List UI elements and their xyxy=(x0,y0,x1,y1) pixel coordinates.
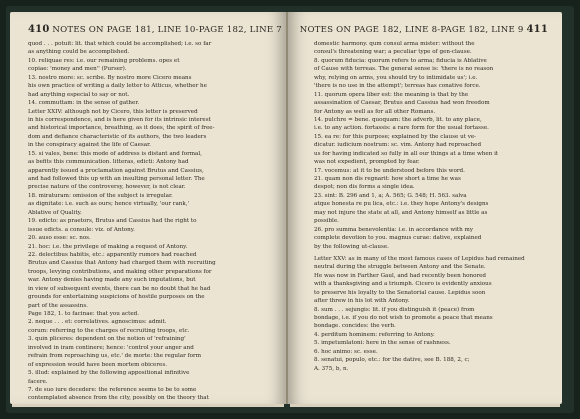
text-line: 4. perditum hominem: referring to Antony. xyxy=(314,331,435,338)
text-line: 15. ea re: for this purpose; explained by the clause ut ve- xyxy=(314,133,477,140)
text-line: and historical importance, breathing, as it does, the spirit of free- xyxy=(28,125,215,132)
text-line: Ablative of Quality. xyxy=(28,209,82,216)
text-line: after threw in his lot with Antony. xyxy=(314,298,410,305)
text-line: copiae: 'money and men'' (Purser). xyxy=(28,66,127,73)
text-line: atque honesta re pu lica, etc.: i.e. they hope Antony's designs xyxy=(314,201,489,208)
text-line: 2. neque . . . et: correlatives. agnoscimus: admit. xyxy=(28,319,167,326)
text-line: with a thanksgiving and a triumph. Cicero is evidently anxious xyxy=(314,281,492,288)
text-line: us for having indicated so fully in all our things at a time when it xyxy=(314,150,499,157)
text-line: i.e. to any action. fortassis: a rare form for the usual fortasse. xyxy=(314,125,489,132)
text-line: assassination of Caesar, Brutus and Cassius had won freedom xyxy=(314,100,490,107)
text-line: may not injure the state at all, and Antony himself as little as xyxy=(314,209,488,216)
right-page-edge xyxy=(290,404,560,407)
right-page xyxy=(288,12,562,404)
text-line: 5. impetumlatoni: here in the sense of rashness. xyxy=(314,340,451,347)
text-line: Letter XXV: as in many of the most famous cases of Lepidus had remained xyxy=(314,255,525,262)
text-line: war. Antony denies having made any such imputations, but xyxy=(28,277,196,284)
right-page-body xyxy=(314,40,550,373)
text-line: precise nature of the controversy, however, is not clear. xyxy=(28,184,186,191)
text-line: as befits this communication. litteras, edicti: Antony had xyxy=(28,159,189,166)
text-line: apparently issued a proclamation against Brutus and Cassius, xyxy=(28,167,204,174)
text-line: grounds for entertaining suspicions of hostile purposes on the xyxy=(28,294,205,301)
text-line: of expression would have been mortem obiceres. xyxy=(28,361,167,368)
text-line: 8. senatui, populo, etc.: for the dative, see B. 188, 2, c; xyxy=(314,357,470,364)
text-line: 14. commuttam: in the sense of gather. xyxy=(28,100,140,107)
text-line: possible. xyxy=(314,218,339,225)
right-page-running-title: NOTES ON PAGE 182, LINE 8-PAGE 182, LINE 9 xyxy=(299,25,524,35)
text-line: 20. auso esse: sc. nos. xyxy=(28,235,91,242)
text-line: He was now in Farther Gaul, and had recently been honored xyxy=(314,272,487,279)
text-line: part of the assassins. xyxy=(28,302,88,309)
text-line: neutral during the struggle between Antony and the Senate. xyxy=(314,264,486,271)
text-line: involved in iram continere; hence: 'control your anger and xyxy=(28,344,194,351)
text-line: facere. xyxy=(28,378,48,385)
text-line: 18. miraturam: omission of the subject is irregular. xyxy=(28,192,173,199)
text-line: in view of subsequent events, there can be no doubt that he had xyxy=(28,285,211,292)
text-line: 3. quin pliceres: dependent on the notion of 'refraining' xyxy=(28,336,186,343)
text-line: 23. sint: B. 296 and 1, a; A. 565; G. 548; H. 563. salva xyxy=(314,192,467,199)
text-line: 21. quam non dis regnarit: how short a time he was xyxy=(314,176,461,182)
text-line: 7. de suo iure decedere: the reference seems to be to some xyxy=(28,386,197,393)
text-line: 10. reliquae res: i.e. our remaining problems. opes et xyxy=(28,57,180,64)
text-line: why, relying on arms, you should try to intimidate us'; i.e. xyxy=(314,74,478,81)
left-page-header xyxy=(28,24,282,35)
text-line: and had followed this up with an insulting personal letter. The xyxy=(28,176,205,182)
left-page-edge xyxy=(12,404,284,407)
text-line: for Antony as well as for all other Romans. xyxy=(314,108,436,115)
text-line: of Cause with terreas. The general sense is: 'there is no reason xyxy=(314,66,494,73)
text-line: 15. si vales, bene: this mode of address is distant and formal, xyxy=(28,150,202,157)
text-line: contemplated absence from the city, possibly on the theory that xyxy=(28,395,209,402)
right-page-header xyxy=(300,24,548,35)
text-line: was not expedient, prompted by fear. xyxy=(314,159,420,166)
text-line: A. 375, b, n. xyxy=(314,365,349,372)
text-line: in the conspiracy against the life of Caesar. xyxy=(28,142,151,149)
left-page-body xyxy=(28,40,272,411)
text-line: as anything could be accomplished. xyxy=(28,49,130,56)
left-page xyxy=(10,12,286,404)
text-line: Letter XXIV: although not by Cicero, this letter is preserved xyxy=(28,108,198,115)
text-line: 17. vocemus: at it to be understood before this word. xyxy=(314,167,465,174)
text-line: 5. illud: explained by the following appositional infinitive xyxy=(28,370,190,377)
text-line: dicatur. iudicium nostrum: sc. vim. Antony had reproached xyxy=(314,142,482,149)
text-line: dom and defiance characteristic of its authors, the two leaders xyxy=(28,133,207,140)
text-line: Page 182, 1. to facinae: that you acted. xyxy=(28,311,140,317)
text-line: 19. edicto: as praetors, Brutus and Cassius had the right to xyxy=(28,218,197,225)
text-line: corum: referring to the charges of recruiting troops, etc. xyxy=(28,327,190,334)
text-line: despot; non dis forms a single idea. xyxy=(314,184,415,191)
text-line: 8. sum . . . sejungis: lit. if you distinguish it (peace) from xyxy=(314,306,475,313)
text-line: his own practice of writing a daily letter to Atticus, whether he xyxy=(28,83,207,90)
text-line: as dignitate: i.e. such as ours; hence virtually, 'our rank,' xyxy=(28,201,190,208)
left-page-number: 410 xyxy=(28,24,50,35)
text-line: quod . . . potuit: lit. that which could be accomplished; i.e. so far xyxy=(28,41,212,47)
text-line: bondage, i.e. if you do not wish to promote a peace that means xyxy=(314,315,493,321)
text-line: 22. delectibus habitis, etc.: apparently rumors had reached xyxy=(28,251,197,258)
text-line: 13. nostro more: sc. scribe. By nostro more Cicero means xyxy=(28,74,192,81)
text-line: had anything especial to say or not. xyxy=(28,91,130,98)
text-line: domestic harmony. qum consul arma mister: without the xyxy=(314,41,475,47)
text-line: to preserve his loyalty to the Senatorial cause. Lepidus soon xyxy=(314,289,486,296)
text-line: 26. pro summa benevolentia: i.e. in accordance with my xyxy=(314,226,473,233)
text-line: 'there is no use in the attempt'; terreas has conative force. xyxy=(314,83,481,90)
text-line: troops, levying contributions, and making other preparations for xyxy=(28,268,212,275)
right-page-number: 411 xyxy=(526,24,548,35)
text-line: in his correspondence, and is here given for its intrinsic interest xyxy=(28,116,211,123)
text-line: bondage. concides: the verb. xyxy=(314,323,396,330)
text-line: 11. quorum opera liber est: the meaning is that by the xyxy=(314,91,469,98)
text-line: 21. hoc: i.e. the privilege of making a request of Antony. xyxy=(28,243,188,250)
text-line: 8. quorum fiducia: quorum refers to arma; fiducia is Ablative xyxy=(314,57,487,64)
text-line: complete devotion to you. magnus curae: dative, explained xyxy=(314,235,482,242)
text-line: refrain from reproaching us, etc.' de morte: the regular form xyxy=(28,353,202,360)
text-line: 14. pulchre = bene. quoquam: the adverb, lit. to any place, xyxy=(314,116,482,123)
text-line: issue edicts. a consule: viz. of Antony. xyxy=(28,226,135,233)
text-line: 6. hoc animo: sc. esse. xyxy=(314,348,378,355)
left-page-running-title: NOTES ON PAGE 181, LINE 10-PAGE 182, LINE 7 xyxy=(52,25,282,35)
text-line: by the following ut-clause. xyxy=(314,243,389,250)
text-line: consul's threatening war; a peculiar type of gen-clause. xyxy=(314,49,472,56)
text-line: Brutus and Cassius that Antony had charged them with recruiting xyxy=(28,260,216,267)
